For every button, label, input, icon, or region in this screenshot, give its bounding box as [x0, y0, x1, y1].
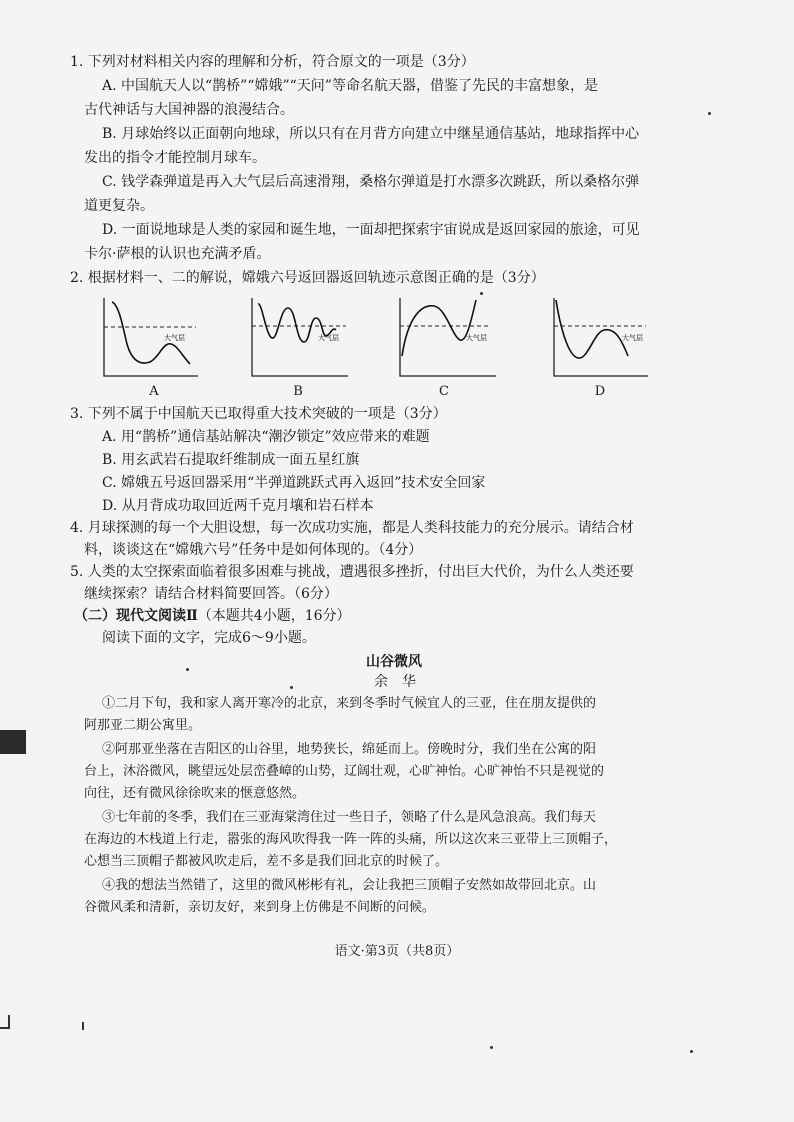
scan-speck — [490, 1046, 493, 1049]
scan-corner-mark — [0, 1015, 10, 1029]
paragraph-4-cont: 谷微风柔和清新，亲切友好，来到身上仿佛是不间断的问候。 — [84, 900, 436, 915]
q2-stem: 2. 根据材料一、二的解说，嫦娥六号返回器返回轨迹示意图正确的是（3分） — [70, 270, 545, 286]
trajectory-a-plot — [98, 296, 208, 382]
q3-option-b: B. 用玄武岩石提取纤维制成一面五星红旗 — [102, 452, 360, 468]
trajectory-curve-c — [402, 300, 476, 356]
chart-label-d: D — [594, 384, 606, 399]
paragraph-3: ③七年前的冬季，我们在三亚海棠湾住过一些日子，领略了什么是风急浪高。我们每天 — [102, 810, 597, 825]
scan-speck — [708, 112, 711, 115]
section-heading-bold: （二）现代文阅读Ⅱ — [74, 608, 198, 624]
trajectory-diagram-a — [98, 296, 208, 406]
trajectory-diagrams — [98, 296, 658, 406]
scan-speck — [82, 1022, 84, 1030]
q1-option-b-cont: 发出的指令才能控制月球车。 — [84, 150, 266, 166]
trajectory-diagram-b — [248, 296, 358, 406]
chart-label-c: C — [439, 384, 449, 399]
paragraph-1: ①二月下旬，我和家人离开寒冷的北京，来到冬季时气候宜人的三亚，住在朋友提供的 — [102, 696, 597, 711]
atmosphere-label-d: 大气层 — [622, 334, 643, 342]
q3-option-a: A. 用“鹊桥”通信基站解决“潮汐锁定”效应带来的难题 — [102, 429, 430, 445]
scan-speck — [690, 1050, 693, 1053]
q1-stem: 1. 下列对材料相关内容的理解和分析，符合原文的一项是（3分） — [70, 54, 475, 70]
paragraph-2-cont-1: 台上，沐浴微风，眺望远处层峦叠嶂的山势，辽阔壮观，心旷神怡。心旷神怡不只是视觉的 — [84, 764, 605, 779]
trajectory-d-plot — [548, 296, 658, 382]
q1-option-c: C. 钱学森弹道是再入大气层后高速滑翔，桑格尔弹道是打水漂多次跳跃，所以桑格尔弹 — [102, 174, 640, 190]
chart-label-a: A — [149, 384, 159, 399]
article-author: 余 华 — [374, 674, 416, 690]
atmosphere-label-c: 大气层 — [466, 334, 487, 342]
trajectory-diagram-d — [548, 296, 658, 406]
paragraph-2: ②阿那亚坐落在吉阳区的山谷里，地势狭长，绵延而上。傍晚时分，我们坐在公寓的阳 — [102, 742, 597, 757]
atmosphere-label-b: 大气层 — [318, 334, 339, 342]
section-heading — [74, 606, 351, 626]
trajectory-curve-d — [556, 300, 628, 358]
q1-option-a-cont: 古代神话与大国神器的浪漫结合。 — [84, 102, 294, 118]
page-footer: 语文·第3页（共8页） — [334, 944, 460, 959]
trajectory-curve-a — [112, 302, 190, 364]
trajectory-b-plot — [248, 296, 358, 382]
q1-option-d: D. 一面说地球是人类的家园和诞生地，一面却把探索宇宙说成是返回家园的旅途，可见 — [102, 222, 640, 238]
paragraph-2-cont-2: 向往，还有微风徐徐吹来的惬意悠然。 — [84, 786, 306, 801]
q4-stem: 4. 月球探测的每一个大胆设想，每一次成功实施，都是人类科技能力的充分展示。请结合材 — [70, 520, 634, 536]
q5-stem: 5. 人类的太空探索面临着很多困难与挑战，遭遇很多挫折，付出巨大代价，为什么人类还要 — [70, 564, 634, 580]
scan-speck — [480, 292, 483, 295]
q1-option-c-cont: 道更复杂。 — [84, 198, 154, 214]
paragraph-3-cont-2: 心想当三顶帽子都被风吹走后，差不多是我们回北京的时候了。 — [84, 854, 449, 869]
scan-speck — [290, 686, 293, 689]
scan-edge-mark — [0, 730, 26, 754]
section-heading-rest: （本题共4小题，16分） — [197, 608, 351, 624]
trajectory-c-plot — [396, 296, 506, 382]
chart-label-b: B — [293, 384, 303, 399]
paragraph-1-cont: 阿那亚二期公寓里。 — [84, 718, 202, 733]
q1-option-d-cont: 卡尔·萨根的认识也充满矛盾。 — [84, 246, 271, 262]
q1-option-b: B. 月球始终以正面朝向地球，所以只有在月背方向建立中继星通信基站，地球指挥中心 — [102, 126, 640, 142]
q3-option-c: C. 嫦娥五号返回器采用“半弹道跳跃式再入返回”技术安全回家 — [102, 475, 486, 491]
q1-option-a: A. 中国航天人以“鹊桥”“嫦娥”“天问”等命名航天器，借鉴了先民的丰富想象，是 — [102, 78, 598, 94]
trajectory-diagram-c — [396, 296, 506, 406]
q5-stem-cont: 继续探索？请结合材料简要回答。（6分） — [84, 586, 338, 602]
q3-stem: 3. 下列不属于中国航天已取得重大技术突破的一项是（3分） — [70, 406, 447, 422]
q3-option-d: D. 从月背成功取回近两千克月壤和岩石样本 — [102, 498, 374, 514]
scan-speck — [186, 668, 189, 671]
atmosphere-label-a: 大气层 — [164, 334, 185, 342]
paragraph-4: ④我的想法当然错了，这里的微风彬彬有礼，会让我把三顶帽子安然如故带回北京。山 — [102, 878, 597, 893]
article-title: 山谷微风 — [366, 654, 422, 670]
paragraph-3-cont-1: 在海边的木栈道上行走，嚣张的海风吹得我一阵一阵的头痛，所以这次来三亚带上三顶帽子， — [84, 832, 618, 847]
q4-stem-cont: 料，谈谈这在“嫦娥六号”任务中是如何体现的。（4分） — [84, 542, 423, 558]
section-instruction: 阅读下面的文字，完成6～9小题。 — [102, 630, 316, 646]
